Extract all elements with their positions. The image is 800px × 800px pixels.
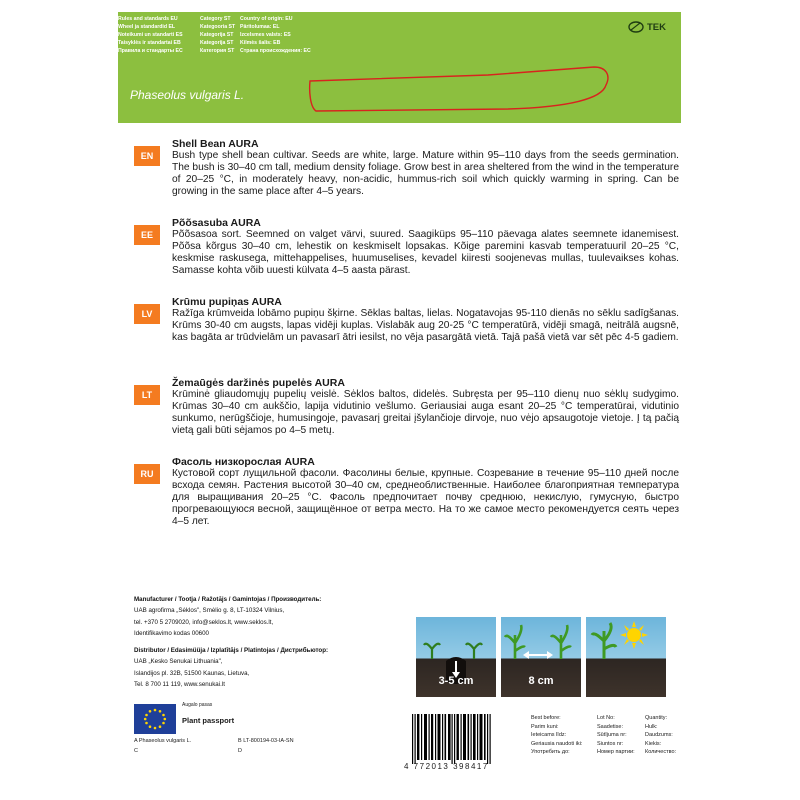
- standards-cell: Страна происхождения: ЕС: [240, 48, 311, 55]
- standards-cell: Wheel ja standardid EL: [118, 24, 176, 31]
- section-title: Shell Bean AURA: [172, 138, 259, 150]
- meta-label: Saadetise:: [597, 723, 623, 730]
- manufacturer-line: Identifikavimo kodas 00600: [134, 629, 209, 637]
- standards-cell: Категория ST: [200, 48, 235, 55]
- standards-cell: Noteikumi un standarti ES: [118, 32, 183, 39]
- meta-label: Geriausia naudoti iki:: [531, 740, 583, 747]
- meta-label: Номер партии:: [597, 749, 635, 755]
- standards-cell: Päritolumaa: EL: [240, 24, 280, 31]
- section-text: Krūminė gliaudomųjų pupelių veislė. Sėklos baltos, didelės. Subręsta per 95–110 dienų nuo sėklų sudygimo. Krūmas 30–40 cm aukščio, lapija vidutinio vešlumo. Geriausiai auga esant 20–25 °C temperatūrai, vidutinio sunkumo, nerūgščioje, humusingoje, pavasarį greitai įšylančioje dirvoje, nuo vėjo apsaugotoje vietoje. Į tą pačią vietą gali būti sėjamos po 4–5 metų.: [172, 389, 679, 437]
- sowing-depth-pictogram: [416, 617, 496, 697]
- meta-label: Parim kuni:: [531, 723, 559, 730]
- distributor-line: UAB „Kesko Senukai Lithuania",: [134, 658, 223, 666]
- standards-cell: Правила и стандарты ЕС: [118, 48, 183, 55]
- section-text: Ražīga krūmveida lobāmo pupiņu šķirne. Sēklas baltas, lielas. Nogatavojas 95-110 dienās no sēklu sadīgšanas. Krūms 30-40 cm augsts, lapas vidēji kuplas. Vislabāk aug 20-25 °C temperatūrā, vidēji smagā, neitrālā augsnē, kas bagāta ar trūdvielām un pavasarī ātri iesilst, no vēja pasargātā vietā. Tajā pašā vietā var sēt pēc 4-5 gadiem.: [172, 308, 679, 344]
- standards-cell: Kilmės šalis: EB: [240, 40, 281, 47]
- latin-name: Phaseolus vulgaris L.: [130, 88, 245, 102]
- standards-cell: Kategorija ST: [200, 32, 234, 39]
- leaf-icon: [628, 20, 644, 34]
- meta-label: Ieteicams līdz:: [531, 732, 567, 738]
- plant-spacing-label: 8 cm: [528, 675, 554, 687]
- plant-spacing-pictogram: [501, 617, 581, 697]
- meta-label: Quantity:: [645, 715, 668, 721]
- standards-cell: Rules and standards EU: [118, 16, 178, 22]
- meta-label: Kiekis:: [645, 740, 662, 747]
- distributor-heading: Distributor / Edasimüüja / Izplatītājs / Platintojas / Дистрибьютор:: [134, 647, 329, 654]
- standards-cell: Izcelsmes valsts: ES: [240, 32, 291, 39]
- meta-label: Best before:: [531, 715, 561, 721]
- language-badge: EE: [134, 225, 160, 245]
- sowing-depth-label: 3-5 cm: [438, 675, 474, 687]
- meta-label: Sūtījuma nr:: [597, 732, 627, 738]
- meta-label: Lot No:: [597, 715, 615, 721]
- passport-a-line: A Phaseolus vulgaris L.: [134, 738, 192, 744]
- header-banner: [118, 12, 681, 123]
- brand-logo: [628, 20, 666, 34]
- meta-label: Hulk:: [645, 723, 658, 730]
- standards-cell: Kategooria ST: [200, 24, 236, 31]
- language-badge: EN: [134, 146, 160, 166]
- section-text: Bush type shell bean cultivar. Seeds are white, large. Mature within 95–110 days from the seeds germination. The bush is 30–40 cm tall, medium density foliage. Grow best in area sheltered from the wind in the temperature of 20–25 °C, in moderately heavy, non-acidic, hummus-rich soil which quickly warming in spring. Can be growing in the same place after 4–5 years.: [172, 150, 679, 198]
- passport-title: Plant passport: [182, 716, 235, 725]
- manufacturer-block: [134, 594, 321, 639]
- meta-label: Daudzums:: [645, 732, 673, 738]
- passport-c-line: C: [134, 748, 138, 754]
- meta-label: Употребить до:: [531, 749, 570, 755]
- section-lt: [134, 377, 679, 447]
- passport-small-label: Augalo pasas: [182, 702, 213, 708]
- batch-info-table: [531, 714, 676, 757]
- manufacturer-heading: Manufacturer / Tootja / Ražotājs / Gamintojas / Производитель:: [134, 596, 322, 603]
- standards-cell: Kategorija ST: [200, 40, 234, 47]
- passport-b-line: B LT-800194-03-IA-SN: [238, 738, 294, 744]
- distributor-line: Tel. 8 700 11 119, www.senukai.lt: [134, 680, 225, 688]
- section-title: Krūmu pupiņas AURA: [172, 296, 282, 308]
- distributor-line: Islandijos pl. 32B, 51500 Kaunas, Lietuva,: [134, 669, 250, 677]
- passport-d-line: D: [238, 748, 242, 754]
- section-title: Põõsasuba AURA: [172, 217, 261, 229]
- distributor-block: [134, 645, 328, 690]
- section-text: Кустовой сорт лущильной фасоли. Фасолины белые, крупные. Созревание в течение 95–110 дней после всхода семян. Растения высотой 30–40 см, среднеоблиственные. Наиболее благоприятная температура для выращивания 20–25 °С. Фасоль предпочитает почву среднюю, некислую, гумусную, быстро прогревающуюся весной, защищённое от ветра место. На то же самое место рекомендуется сеять через 4–5 лет.: [172, 468, 679, 528]
- section-ee: [134, 217, 679, 287]
- language-badge: LV: [134, 304, 160, 324]
- brand-name: TEK: [647, 21, 666, 33]
- sowing-pictograms: [416, 617, 666, 697]
- manufacturer-line: tel. +370 5 2709020, info@seklos.lt, www.seklos.lt,: [134, 618, 274, 626]
- standards-cell: Country of origin: EU: [240, 16, 293, 22]
- standards-cell: Category ST: [200, 16, 231, 22]
- section-en: [134, 138, 679, 208]
- meta-label: Siuntos nr:: [597, 740, 624, 747]
- section-title: Žemaūgės daržinės pupelės AURA: [172, 377, 345, 389]
- barcode-number: 4 772013 398417: [404, 762, 489, 771]
- section-title: Фасоль низкорослая AURA: [172, 456, 315, 468]
- language-badge: RU: [134, 464, 160, 484]
- language-badge: LT: [134, 385, 160, 405]
- section-ru: [134, 456, 679, 528]
- section-text: Põõsasoa sort. Seemned on valget värvi, suured. Saagiküps 95–110 päevaga alates seemnete idanemisest. Põõsa kõrgus 30–40 cm, lehestik on keskmiselt lopsakas. Kõige paremini kasvab temperatuuril 20–25 °C, keskmise raskusega, mittehappelises, huumuselises, kevadel kiiresti soojenevas mullas, tuulevaikses kohas. Samasse kohta võib uuesti külvata 4–5 aasta pärast.: [172, 229, 679, 277]
- meta-label: Количество:: [645, 749, 677, 755]
- plant-passport: [134, 700, 406, 766]
- red-outline-shape: [308, 61, 614, 113]
- sun-icon: [586, 617, 666, 697]
- sunny-growth-pictogram: [586, 617, 666, 697]
- standards-cell: Taisyklės ir standartai EB: [118, 40, 181, 47]
- section-lv: [134, 296, 679, 366]
- eu-flag-icon: [134, 704, 176, 734]
- manufacturer-line: UAB agrofirma „Sėklos", Smėlio g. 8, LT-10324 Vilnius,: [134, 607, 285, 615]
- standards-table: [118, 15, 311, 55]
